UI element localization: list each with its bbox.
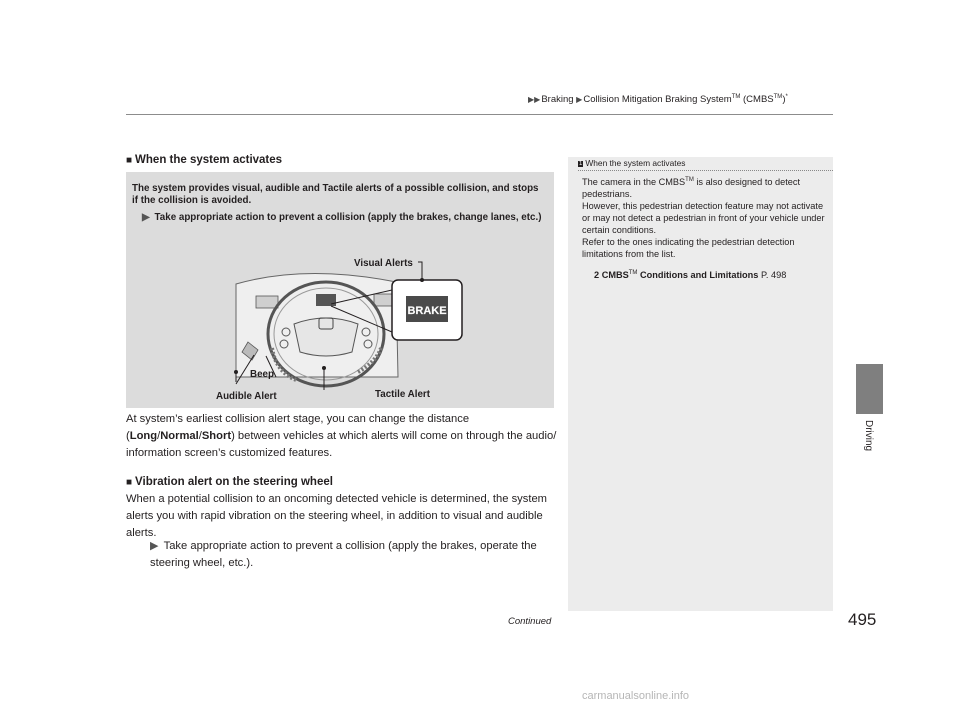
sidebar-line — [582, 174, 828, 200]
continued-note: Continued — [508, 616, 552, 627]
steering-hub — [294, 318, 358, 356]
callout-audible-alert: Audible Alert — [216, 391, 277, 402]
breadcrumb-braking[interactable]: Braking — [541, 94, 574, 106]
callout-beep: Beep — [250, 369, 274, 380]
step-arrow-icon: ▶ — [150, 540, 159, 552]
callout-dot — [322, 366, 326, 370]
vibration-step — [150, 538, 550, 572]
header-divider — [126, 114, 833, 115]
figure-step-text: Take appropriate action to prevent a collision (apply the brakes, change lanes, etc.) — [154, 212, 542, 223]
sidebar-text-part: is also designed to detect pedestrians. — [582, 177, 801, 200]
dashboard-illustration — [126, 172, 554, 408]
tm-mark: TM — [628, 270, 638, 276]
vibration-step-text: Take appropriate action to prevent a collision (apply the brakes, operate the steering wheel, etc.). — [150, 540, 537, 569]
section-heading-text: When the system activates — [135, 154, 283, 166]
section-heading — [126, 476, 333, 488]
chapter-label — [858, 420, 878, 480]
para-separator: / — [198, 430, 202, 442]
watermark: carmanualsonline.info — [582, 690, 690, 702]
link-label: CMBS — [601, 270, 629, 281]
para-text: At system’s earliest collision alert stage, you can change the distance ( — [126, 413, 470, 442]
sidebar-text-part: The camera in the CMBS — [582, 177, 686, 188]
option-short: Short — [201, 430, 232, 442]
chapter-label-text: Driving — [863, 420, 874, 452]
paragraph-vibration: When a potential collision to an oncoming detected vehicle is determined, the system alerts you with rapid vibration on the steering wheel, in addition to visual and audible alerts. — [126, 493, 548, 539]
option-long: Long — [129, 430, 158, 442]
sidebar-text — [582, 174, 828, 260]
callout-dot — [234, 370, 238, 374]
breadcrumb-cmbs[interactable]: Collision Mitigation Braking System — [583, 94, 732, 106]
page-number: 495 — [848, 610, 877, 629]
section-heading — [126, 154, 282, 166]
right-vent — [374, 294, 394, 306]
asterisk-mark: * — [785, 94, 788, 100]
sidebar-marker: 1 — [579, 161, 583, 167]
tm-mark: TM — [731, 94, 741, 100]
sidebar-divider — [578, 170, 833, 171]
tm-mark: TM — [773, 94, 783, 100]
callout-dot — [420, 278, 424, 282]
brake-display-text: BRAKE — [407, 305, 447, 317]
chapter-tab — [856, 364, 883, 414]
square-bullet-icon: ■ — [126, 477, 133, 488]
callout-visual-alerts: Visual Alerts — [354, 258, 413, 269]
sidebar-heading — [578, 158, 685, 168]
paragraph-distance — [126, 411, 558, 462]
step-arrow-icon: ▶ — [142, 212, 150, 223]
option-normal: Normal — [160, 430, 199, 442]
breadcrumb-arrow-icon: ▶ — [576, 95, 583, 105]
figure-intro: The system provides visual, audible and Tactile alerts of a possible collision, and stops if the collision is avoided. — [132, 183, 539, 206]
instrument-display — [316, 294, 336, 306]
callout-line — [418, 262, 422, 280]
para-text: ) between vehicles at which alerts will come on through the audio/ information screen’s customized features. — [126, 430, 557, 459]
breadcrumb-close: ) — [782, 94, 786, 106]
sidebar-heading-text: When the system activates — [585, 158, 686, 168]
sidebar-line: However, this pedestrian detection feature may not activate or may not detect a pedestrian in front of your vehicle under certain conditions. — [582, 201, 825, 236]
section-heading-text: Vibration alert on the steering wheel — [135, 476, 333, 488]
left-vent — [256, 296, 278, 308]
breadcrumb-cmbs-abbr: (CMBS — [743, 94, 774, 106]
link-label: Conditions and Limitations — [637, 270, 759, 281]
breadcrumb-arrow-icon: ▶▶ — [528, 95, 541, 105]
breadcrumb — [528, 94, 788, 105]
sidebar-line: Refer to the ones indicating the pedestrian detection limitations from the list. — [582, 237, 795, 260]
tm-mark: TM — [685, 177, 694, 183]
link-marker: 2 — [594, 270, 600, 281]
para-separator: / — [157, 430, 161, 442]
callout-tactile-alert: Tactile Alert — [375, 389, 430, 400]
cross-reference-link[interactable] — [594, 270, 786, 280]
link-page: P. 498 — [760, 270, 787, 281]
square-bullet-icon: ■ — [126, 155, 133, 166]
